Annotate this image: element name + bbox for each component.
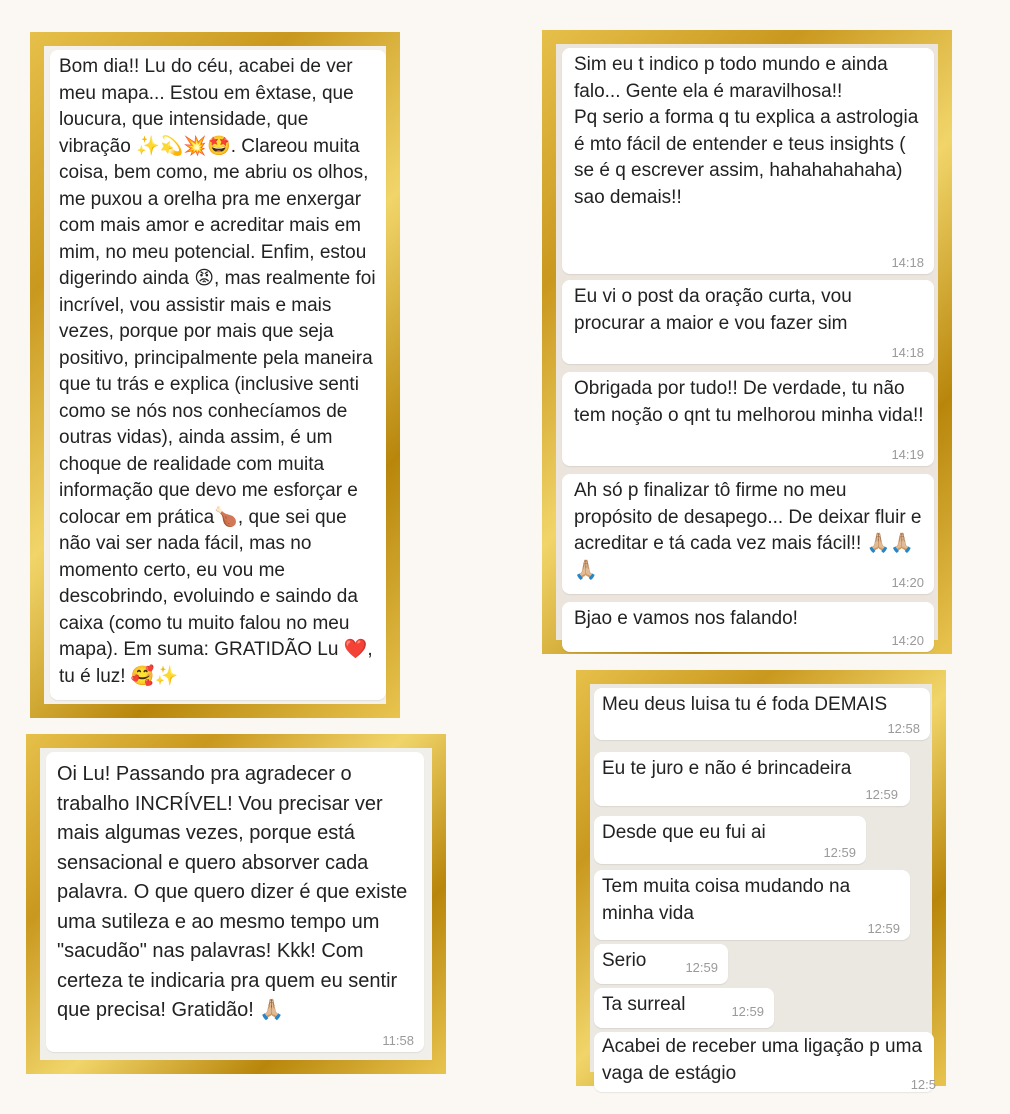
message-bubble [594, 988, 774, 1028]
message-bubble [594, 752, 910, 806]
message-time: 14:18 [891, 345, 924, 360]
message-text: Sim eu t indico p todo mundo e ainda falo... Gente ela é maravilhosa!! Pq serio a forma q tu explica a astrologia é mto fácil de entender e teus insights ( se é q escrever assim, hahahahahaha) sao demais!! [574, 54, 919, 208]
message-time: 12:5 [910, 1077, 936, 1092]
message-bubble [594, 870, 910, 940]
message-text: Bom dia!! Lu do céu, acabei de ver meu mapa... Estou em êxtase, que loucura, que intensidade, que vibração ✨💫💥🤩. Clareou muita coisa, bem como, me abriu os olhos, me puxou a orelha pra me enxergar com mais amor e acreditar mais em mim, no meu potencial. Enfim, estou digerindo ainda 😡, mas realmente foi incrível, vou assistir mais e mais vezes, porque por mais que seja positivo, principalmente pela maneira que tu trás e explica (inclusive senti como se nós nos conhecíamos de outras vidas), ainda assim, é um choque de realidade com muita informação que devo me esforçar e colocar em prática🍗, que sei que não vai ser nada fácil, mas no momento certo, eu vou me descobrindo, evoluindo e saindo da caixa (como tu muito falou no meu mapa). Em suma: GRATIDÃO Lu ❤️, tu é luz! 🥰✨ [59, 56, 376, 687]
message-bubble [50, 50, 386, 700]
message-bubble [562, 48, 934, 274]
message-bubble [594, 816, 866, 864]
message-text: Acabei de receber uma ligação p uma vaga de estágio [602, 1036, 923, 1084]
card-3-screenshot [40, 748, 432, 1060]
message-text: Obrigada por tudo!! De verdade, tu não tem noção o qnt tu melhorou minha vida!! [574, 378, 924, 426]
message-time: 12:58 [887, 721, 920, 736]
message-text: Meu deus luisa tu é foda DEMAIS [602, 694, 888, 715]
message-time: 12:59 [685, 960, 718, 975]
message-bubble [46, 752, 424, 1052]
testimonial-card-4 [576, 670, 946, 1092]
message-text: Ta surreal [602, 994, 686, 1015]
message-bubble [594, 1032, 934, 1092]
message-time: 11:58 [382, 1033, 414, 1048]
message-bubble [562, 372, 934, 466]
message-bubble [594, 944, 728, 984]
message-time: 14:20 [891, 575, 924, 590]
testimonial-card-2 [542, 30, 952, 654]
message-time: 14:20 [891, 633, 924, 648]
testimonial-card-3 [26, 734, 446, 1074]
message-text: Bjao e vamos nos falando! [574, 608, 798, 629]
card-2-screenshot [556, 44, 938, 648]
testimonial-card-1 [30, 32, 400, 718]
card-4-screenshot [590, 684, 936, 1092]
message-text: Oi Lu! Passando pra agradecer o trabalho INCRÍVEL! Vou precisar ver mais algumas vezes, porque está sensacional e quero absorver cada palavra. O que quero dizer é que existe uma sutileza e ao mesmo tempo um "sacudão" nas palavras! Kkk! Com certeza te indicaria pra quem eu sentir que precisa! Gratidão! 🙏🏼 [57, 763, 408, 1021]
message-text: Serio [602, 950, 647, 971]
message-bubble [562, 474, 934, 594]
message-bubble [562, 280, 934, 364]
message-bubble [594, 688, 930, 740]
message-text: Eu vi o post da oração curta, vou procurar a maior e vou fazer sim [574, 286, 852, 334]
message-text: Desde que eu fui ai [602, 822, 766, 843]
message-time: 14:18 [891, 255, 924, 270]
message-text: Ah só p finalizar tô firme no meu propósito de desapego... De deixar fluir e acreditar e tá cada vez mais fácil!! 🙏🏼🙏🏼🙏🏼 [574, 480, 922, 581]
message-time: 12:59 [823, 845, 856, 860]
message-time: 12:59 [865, 787, 898, 802]
message-text: Tem muita coisa mudando na minha vida [602, 876, 851, 924]
message-time: 12:59 [867, 921, 900, 936]
message-text: Eu te juro e não é brincadeira [602, 758, 852, 779]
message-time: 14:19 [891, 447, 924, 462]
message-bubble [562, 602, 934, 652]
message-time: 12:59 [731, 1004, 764, 1019]
card-1-screenshot [44, 46, 386, 704]
